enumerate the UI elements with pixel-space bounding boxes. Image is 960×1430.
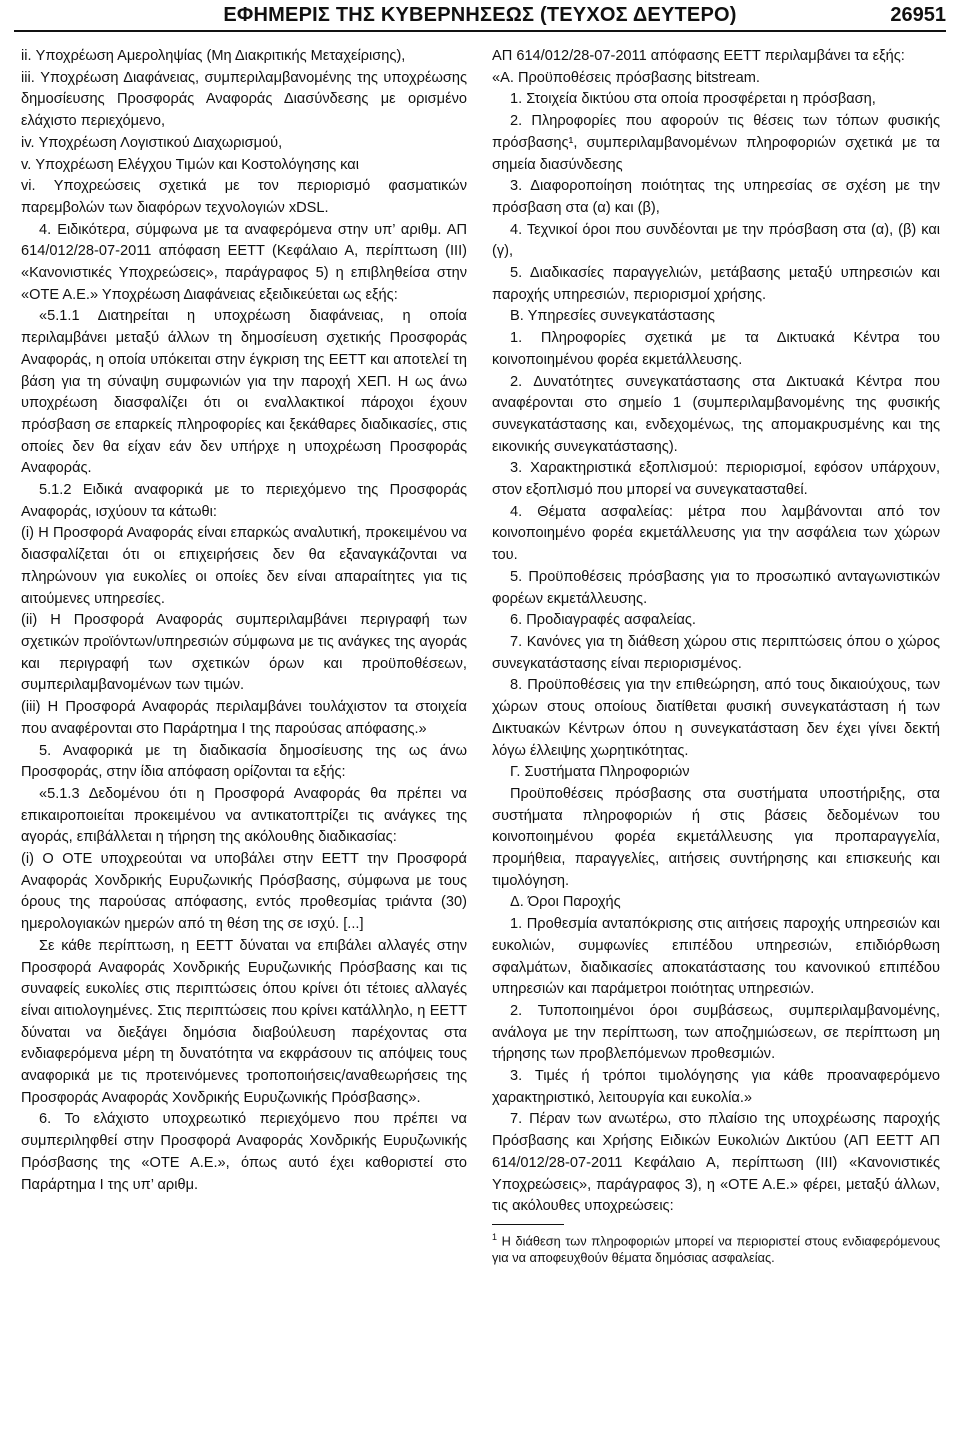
paragraph: ΑΠ 614/012/28-07-2011 απόφασης ΕΕΤΤ περιλαμβάνει τα εξής: (492, 48, 905, 64)
paragraph: «Α. Προϋποθέσεις πρόσβασης bitstream. (492, 69, 760, 86)
paragraph: (ii) Η Προσφορά Αναφοράς συμπεριλαμβάνει περιγραφή των σχετικών προϊόντων/υπηρεσιών σύμφωνα με τις ανάγκες της αγοράς και περιγραφή των σχετικών όρων και προϋποθέσεων, συμπεριλαμβανομένων των τιμών. (21, 612, 467, 694)
footnote-mark: 1 (492, 1231, 498, 1242)
page-number: 26951 (890, 4, 946, 26)
paragraph: 6. Προδιαγραφές ασφαλείας. (510, 612, 696, 629)
paragraph: 2. Πληροφορίες που αφορούν τις θέσεις των τόπων φυσικής πρόσβασης¹, συμπεριλαμβανομένων πληροφοριών σχετικά με τα σημεία διασύνδεσης (492, 113, 940, 173)
footnote (492, 1229, 940, 1266)
paragraph: 8. Προϋποθέσεις για την επιθεώρηση, από τους δικαιούχους, των χώρων στους οποίους διατίθεται φυσική συνεγκατάσταση ή των Δικτυακών Κέντρων όπου η συνεγκατάσταση δεν έχει γίνει δεκτή λόγω έλλειψης χωρητικότητας. (492, 677, 940, 759)
footnote-rule (492, 1224, 564, 1225)
paragraph: 1. Πληροφορίες σχετικά με τα Δικτυακά Κέντρα του κοινοποιημένου φορέα εκμετάλλευσης. (492, 330, 940, 368)
section-heading: Δ. Όροι Παροχής (510, 894, 621, 911)
paragraph: 7. Πέραν των ανωτέρω, στο πλαίσιο της υποχρέωσης παροχής Πρόσβασης και Χρήσης Ειδικών Ευκολιών Δικτύου (ΑΠ ΕΕΤΤ ΑΠ 614/012/28-07-2011 Κεφάλαιο Α, περίπτωση (ΙΙΙ) «Κανονιστικές Υποχρεώσεις», παράγραφος 3), η «ΟΤΕ Α.Ε.» φέρει, μεταξύ άλλων, τις ακόλουθες υποχρεώσεις: (492, 1111, 940, 1215)
section-heading: Β. Υπηρεσίες συνεγκατάστασης (510, 308, 715, 325)
paragraph: 3. Χαρακτηριστικά εξοπλισμού: περιορισμοί, εφόσον υπάρχουν, στον εξοπλισμό που μπορεί να συνεγκατασταθεί. (492, 460, 940, 499)
paragraph: ii. Υποχρέωση Αμεροληψίας (Μη Διακριτικής Μεταχείρισης), (21, 48, 406, 64)
paragraph: 2. Τυποποιημένοι όροι συμβάσεως, συμπεριλαμβανομένης, ανάλογα με την περίπτωση, των αποζημιώσεων, σε περίπτωση μη τήρησης των προβλεπόμενων προθεσμιών. (492, 1002, 940, 1063)
paragraph: (i) Η Προσφορά Αναφοράς είναι επαρκώς αναλυτική, προκειμένου να διασφαλίζεται ότι οι επιχειρήσεις δεν θα εξαναγκάζονται να πληρώνουν για ευκολίες οι οποίες δεν είναι απαραίτητες για τις αιτούμενες υπηρεσίες. (21, 525, 467, 607)
paragraph: 3. Τιμές ή τρόποι τιμολόγησης για κάθε προαναφερόμενο χαρακτηριστικό, λειτουργία και ευκολία.» (492, 1068, 940, 1106)
gazette-title: ΕΦΗΜΕΡΙΣ ΤΗΣ ΚΥΒΕΡΝΗΣΕΩΣ (ΤΕΥΧΟΣ ΔΕΥΤΕΡΟ) (223, 4, 737, 26)
paragraph: v. Υποχρέωση Ελέγχου Τιμών και Κοστολόγησης και (21, 156, 359, 173)
paragraph: 5. Διαδικασίες παραγγελιών, μετάβασης μεταξύ υπηρεσιών και παροχής υπηρεσιών, περιορισμοί χρήσης. (492, 265, 940, 303)
paragraph: 5. Αναφορικά με τη διαδικασία δημοσίευσης της ως άνω Προσφοράς, στην ίδια απόφαση ορίζονται τα εξής: (21, 742, 467, 781)
paragraph: 1. Στοιχεία δικτύου στα οποία προσφέρεται η πρόσβαση, (510, 91, 876, 108)
paragraph: 4. Ειδικότερα, σύμφωνα με τα αναφερόμενα στην υπ’ αριθμ. ΑΠ 614/012/28-07-2011 απόφαση ΕΕΤΤ (Κεφάλαιο Α, περίπτωση (ΙΙΙ) «Κανονιστικές Υποχρεώσεις», παράγραφος 5) η επιβληθείσα στην «ΟΤΕ Α.Ε.» Υποχρέωση Διαφάνειας εξειδικεύεται ως εξής: (21, 221, 467, 303)
page-header (14, 0, 946, 34)
paragraph: 6. Το ελάχιστο υποχρεωτικό περιεχόμενο που πρέπει να συμπεριληφθεί στην Προσφορά Αναφοράς Χονδρικής Ευρυζωνικής Πρόσβασης της «ΟΤΕ Α.Ε.», όπως αυτό έχει καθοριστεί στο Παράρτημα Ι της υπ’ αριθμ. (21, 1111, 467, 1193)
paragraph: 4. Τεχνικοί όροι που συνδέονται με την πρόσβαση στα (α), (β) και (γ), (492, 221, 940, 260)
paragraph: «5.1.1 Διατηρείται η υποχρέωση διαφάνειας, η οποία περιλαμβάνει μεταξύ άλλων τη δημοσίευση σχετικής Προσφοράς Αναφοράς, η οποία υπόκειται στην έγκριση της ΕΕΤΤ και αποτελεί τη βάση για τη σύναψη συμφωνιών για την παροχή ΧΕΠ. Η ως άνω υποχρέωση διασφαλίζει ότι οι εναλλακτικοί πάροχοι έχουν πρόσβαση σε επαρκείς πληροφορίες και ξεκάθαρες διαδικασίες, στις οποίες δεν θα είχαν εάν δεν υπήρχε η υποχρέωση Προσφοράς Αναφοράς. (21, 308, 467, 477)
paragraph: 4. Θέματα ασφαλείας: μέτρα που λαμβάνονται από τον κοινοποιημένο φορέα εκμετάλλευσης για την ασφάλεια των χώρων του. (492, 503, 940, 564)
paragraph: 5.1.2 Ειδικά αναφορικά με το περιεχόμενο της Προσφοράς Αναφοράς, ισχύουν τα κάτωθι: (21, 482, 467, 520)
paragraph: 5. Προϋποθέσεις πρόσβασης για το προσωπικό ανταγωνιστικών φορέων εκμετάλλευσης. (492, 568, 940, 607)
left-column (21, 46, 467, 1196)
paragraph: 2. Δυνατότητες συνεγκατάστασης στα Δικτυακά Κέντρα που αναφέρονται στο σημείο 1 (συμπεριλαμβανομένης της φυσικής συνεγκατάστασης και, ενδεχομένως, της απομακρυσμένης και της εικονικής συνεγκατάστασης). (492, 373, 940, 455)
paragraph: vi. Υποχρεώσεις σχετικά με τον περιορισμό φασματικών παρεμβολών των διαφόρων τεχνολογιών xDSL. (21, 178, 467, 216)
paragraph: (i) Ο ΟΤΕ υποχρεούται να υποβάλει στην ΕΕΤΤ την Προσφορά Αναφοράς Χονδρικής Ευρυζωνικής Πρόσβασης, σύμφωνα με τους όρους της παρούσας απόφασης, εντός προθεσμίας τριάντα (30) ημερολογιακών ημερών από τη θέση της σε ισχύ. [...] (21, 851, 467, 933)
section-heading: Γ. Συστήματα Πληροφοριών (510, 764, 690, 781)
paragraph: Σε κάθε περίπτωση, η ΕΕΤΤ δύναται να επιβάλει αλλαγές στην Προσφορά Αναφοράς Χονδρικής Ευρυζωνικής Πρόσβασης και τις συναφείς ευκολίες στις περιπτώσεις όπου κρίνει ότι τέτοιες αλλαγές είναι αιτιολογημένες. Στις περιπτώσεις που κρίνει κατάλληλο, η ΕΕΤΤ δύναται να διεξάγει δημόσια διαβούλευση παρέχοντας στα ενδιαφερόμενα μέρη τη δυνατότητα να εκφράσουν τις απόψεις τους αναφορικά με τις προτεινόμενες τροποποιήσεις/αναθεωρήσεις της Προσφοράς Αναφοράς Χονδρικής Ευρυζωνικής Πρόσβασης». (21, 937, 467, 1106)
paragraph: iii. Υποχρέωση Διαφάνειας, συμπεριλαμβανομένης της υποχρέωσης δημοσίευσης Προσφοράς Αναφοράς Διασύνδεσης με ορισμένο ελάχιστο περιεχόμενο, (21, 69, 467, 130)
paragraph: 3. Διαφοροποίηση ποιότητας της υπηρεσίας σε σχέση με την πρόσβαση στα (α) και (β), (492, 178, 940, 216)
footnote-text: Η διάθεση των πληροφοριών μπορεί να περιοριστεί στους ενδιαφερόμενους για να αποφευχθούν θέματα δημόσιας ασφαλείας. (492, 1233, 940, 1266)
header-rule (14, 30, 946, 32)
paragraph: iv. Υποχρέωση Λογιστικού Διαχωρισμού, (21, 134, 283, 151)
right-column (492, 46, 940, 1266)
paragraph: Προϋποθέσεις πρόσβασης στα συστήματα υποστήριξης, στα συστήματα πληροφοριών ή στις βάσεις δεδομένων του κοινοποιημένου φορέα εκμετάλλευσης για προπαραγγελία, προμήθεια, παραγγελίες, αιτήσεις συντήρησης και επισκευής και τιμολόγηση. (492, 785, 940, 889)
paragraph: 7. Κανόνες για τη διάθεση χώρου στις περιπτώσεις όπου ο χώρος συνεγκατάστασης είναι περιορισμένος. (492, 633, 940, 672)
paragraph: «5.1.3 Δεδομένου ότι η Προσφορά Αναφοράς θα πρέπει να επικαιροποιείται προκειμένου να αντικατοπτρίζει τις ανάγκες της αγοράς, επιβάλλεται η τήρηση της ακόλουθης διαδικασίας: (21, 785, 467, 846)
paragraph: 1. Προθεσμία ανταπόκρισης στις αιτήσεις παροχής υπηρεσιών και ευκολιών, συμφωνίες επιπέδου υπηρεσιών, επιδιόρθωση σφαλμάτων, διαδικασίες αποκατάστασης του κανονικού επιπέδου υπηρεσιών και παράμετροι ποιότητας υπηρεσιών. (492, 916, 940, 998)
paragraph: (iii) Η Προσφορά Αναφοράς περιλαμβάνει τουλάχιστον τα στοιχεία που αναφέρονται στο Παράρτημα Ι της παρούσας απόφασης.» (21, 699, 467, 737)
